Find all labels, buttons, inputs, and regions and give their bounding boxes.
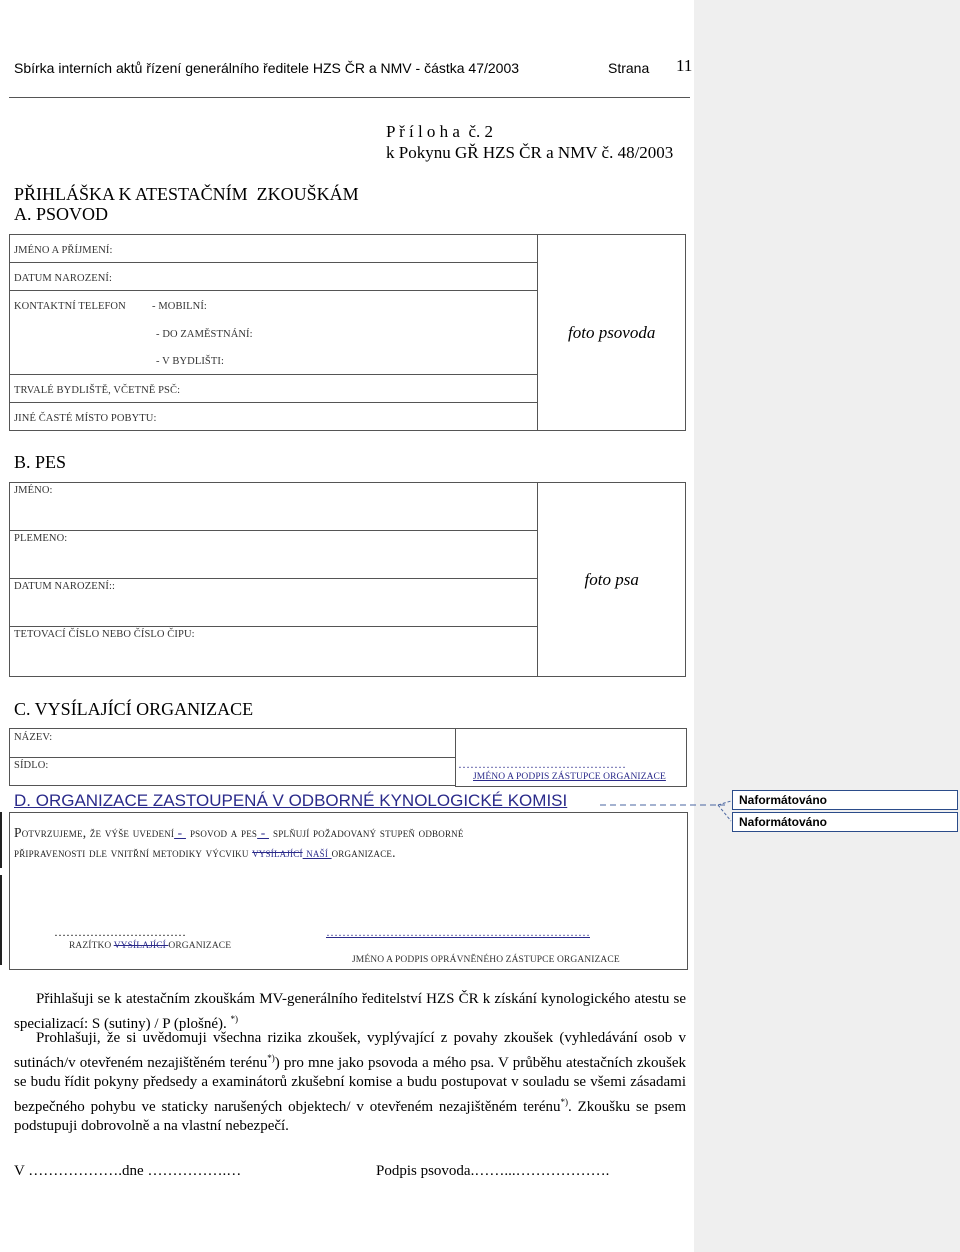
d-text-4: připravenosti dle vnitřní metodiky výcviku (14, 845, 253, 860)
photo-psovod-box[interactable] (538, 235, 686, 431)
footer-place-date[interactable]: V ……………….dne …………….… (14, 1163, 242, 1179)
jmeno-label: JMÉNO A PŘÍJMENÍ: (14, 244, 113, 256)
declaration-p1 (14, 990, 686, 1034)
section-d-heading: D. ORGANIZACE ZASTOUPENÁ V ODBORNÉ KYNOLOGICKÉ KOMISI (14, 791, 568, 810)
d-ins-3: naší (302, 845, 332, 860)
pes-datum-label: DATUM NAROZENÍ:: (14, 581, 116, 592)
d-ins-1: - (174, 825, 186, 840)
page-label: Strana (608, 60, 650, 76)
declaration-p2-text-c: . Zkoušku se psem podstupuji dobrovolně a na vlastní nebezpečí. (14, 1098, 686, 1135)
datum-field[interactable] (10, 263, 538, 291)
tetovani-field[interactable] (10, 627, 538, 677)
zamestnani-label: - DO ZAMĚSTNÁNÍ: (156, 328, 253, 340)
pes-jmeno-label: JMÉNO: (14, 485, 53, 496)
nazev-field[interactable] (9, 728, 456, 758)
declaration-p2-text-b: ) pro mne jako psovoda a mého psa. V průběhu atestačních zkoušek se budu řídit pokyny předsedy a examinátorů zkušební komise a budu postupovat v souladu se všemi zásadami bezpečného pohybu ve staticky narušených objektech/ v otevřeném nezajištěném terénu (14, 1054, 686, 1115)
jmeno-field[interactable] (10, 235, 538, 263)
nazev-label: NÁZEV: (14, 732, 53, 743)
form-title: PŘIHLÁŠKA K ATESTAČNÍM ZKOUŠKÁM (14, 184, 359, 204)
comment-balloon-1[interactable]: Naformátováno (732, 790, 958, 810)
d-text-2: psovod a pes (189, 825, 258, 840)
stamp-label-2: ORGANIZACE (168, 941, 232, 951)
photo-psovod-label: foto psovoda (568, 322, 656, 342)
tetovani-label: TETOVACÍ ČÍSLO NEBO ČÍSLO ČIPU: (14, 629, 195, 640)
d-text-1: Potvrzujeme, že výše uvedení (14, 825, 175, 840)
d-strike-1: vysílající (252, 845, 303, 860)
stamp-strike: VYSÍLAJÍCÍ (113, 941, 169, 951)
sidlo-label: SÍDLO: (14, 760, 49, 771)
photo-pes-label: foto psa (584, 569, 639, 589)
d-ins-2: - (257, 825, 269, 840)
declaration-p2-sup-1: *) (267, 1052, 275, 1063)
document-header-title: Sbírka interních aktů řízení generálního ředitele HZS ČR a NMV - částka 47/2003 (14, 60, 520, 76)
section-d-left-bar (0, 812, 2, 868)
declaration-p2-sup-2: *) (560, 1096, 569, 1107)
sidlo-field[interactable] (9, 757, 456, 786)
section-a-heading: A. PSOVOD (14, 204, 109, 224)
page-number: 11 (676, 56, 693, 75)
annex-line-1: P ř í l o h a č. 2 (386, 122, 494, 141)
datum-label: DATUM NAROZENÍ: (14, 272, 113, 284)
d-text-3: splňují požadovaný stupeň odborné (272, 825, 464, 840)
section-d-left-bar-2 (0, 875, 2, 965)
zamestnani-field[interactable] (10, 319, 538, 347)
section-b-table (9, 482, 686, 677)
plemeno-field[interactable] (10, 531, 538, 579)
plemeno-label: PLEMENO: (14, 533, 68, 544)
bydliste-label: - V BYDLIŠTI: (156, 356, 224, 368)
stamp-dots: …………………………… (54, 925, 186, 939)
footer-signature[interactable]: Podpis psovoda.……...………………. (376, 1163, 610, 1179)
annex-line-2: k Pokynu GŘ HZS ČR a NMV č. 48/2003 (386, 143, 674, 162)
declaration-p2-text-a: Prohlašuji, že si uvědomuji všechna rizika zkoušek, vyplývající z povahy zkoušek (vyhledávání osob v sutinách/v otevřeném nezajištěném terénu (14, 1030, 686, 1071)
stamp-label (69, 941, 231, 951)
mobil-label: - MOBILNÍ: (152, 300, 207, 312)
kontakt-label: KONTAKTNÍ TELEFON (14, 300, 126, 312)
section-d-text (14, 823, 682, 863)
mobil-field[interactable] (10, 291, 538, 319)
jine-field[interactable] (10, 403, 538, 431)
comment-balloon-2[interactable]: Naformátováno (732, 812, 958, 832)
section-b-heading: B. PES (14, 452, 67, 472)
section-c-heading: C. VYSÍLAJÍCÍ ORGANIZACE (14, 699, 254, 719)
section-a-table (9, 234, 686, 431)
section-c-sign-dots: …………………………………… (458, 757, 626, 771)
bydliste-field[interactable] (10, 347, 538, 375)
d-text-5: organizace. (331, 845, 396, 860)
d-sign-dots: ………………………………………………………… (326, 925, 590, 939)
declaration-p1-sup: *) (230, 1013, 238, 1024)
pes-datum-field[interactable] (10, 579, 538, 627)
jine-label: JINÉ ČASTÉ MÍSTO POBYTU: (14, 412, 157, 424)
declaration-p2 (14, 1029, 686, 1137)
trvale-label: TRVALÉ BYDLIŠTĚ, VČETNĚ PSČ: (14, 384, 181, 396)
d-sign-label: JMÉNO A PODPIS OPRÁVNĚNÉHO ZÁSTUPCE ORGANIZACE (352, 955, 620, 965)
stamp-label-1: RAZÍTKO (69, 941, 114, 951)
comment-sidebar (694, 0, 960, 1252)
pes-jmeno-field[interactable] (10, 483, 538, 531)
photo-pes-box[interactable] (538, 483, 686, 677)
declaration-p1-text: Přihlašuji se k atestačním zkouškám MV-generálního ředitelství HZS ČR k získání kynologického atestu se specializací: S (sutiny) / P (plošné). (14, 991, 686, 1032)
header-rule (9, 97, 690, 98)
trvale-field[interactable] (10, 375, 538, 403)
section-c-sign-label: JMÉNO A PODPIS ZÁSTUPCE ORGANIZACE (473, 772, 666, 782)
